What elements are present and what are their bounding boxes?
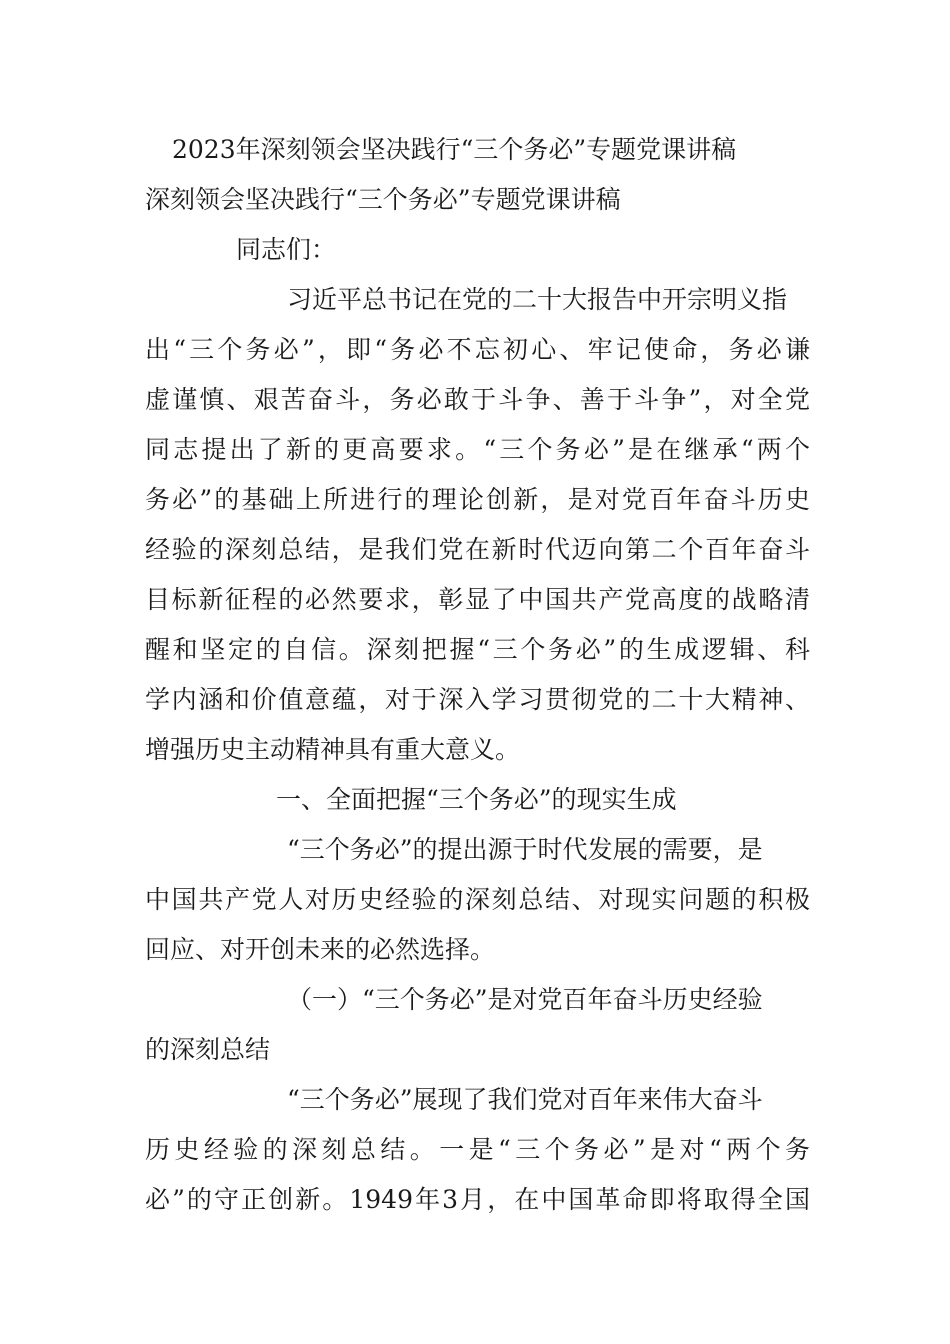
paragraph-line: 习近平总书记在党的二十大报告中开宗明义指 [287, 285, 788, 314]
paragraph-line: 中国共产党人对历史经验的深刻总结、对现实问题的积极 [145, 885, 810, 914]
document-title: 2023年深刻领会坚决践行“三个务必”专题党课讲稿 [172, 135, 737, 164]
paragraph-line: 同志提出了新的更高要求。“三个务必”是在继承“两个 [145, 435, 810, 464]
paragraph-line: 务必”的基础上所进行的理论创新，是对党百年奋斗历史 [145, 485, 810, 514]
paragraph-line: 出“三个务必”，即“务必不忘初心、牢记使命，务必谦 [145, 335, 810, 364]
paragraph-line: 必”的守正创新。1949年3月，在中国革命即将取得全国 [145, 1185, 810, 1214]
paragraph-line: 醒和坚定的自信。深刻把握“三个务必”的生成逻辑、科 [145, 635, 810, 664]
paragraph-line: “三个务必”的提出源于时代发展的需要，是 [287, 835, 763, 864]
paragraph-line: 经验的深刻总结，是我们党在新时代迈向第二个百年奋斗 [145, 535, 810, 564]
subsection-heading-line: （一）“三个务必”是对党百年奋斗历史经验 [287, 985, 763, 1014]
paragraph-line: 回应、对开创未来的必然选择。 [145, 935, 496, 964]
paragraph-line: “三个务必”展现了我们党对百年来伟大奋斗 [287, 1085, 763, 1114]
paragraph-line: 虚谨慎、艰苦奋斗，务必敢于斗争、善于斗争”，对全党 [145, 385, 810, 414]
salutation: 同志们： [236, 235, 337, 264]
section-heading: 一、全面把握“三个务必”的现实生成 [276, 785, 677, 814]
subsection-heading-line: 的深刻总结 [145, 1035, 271, 1064]
paragraph-line: 目标新征程的必然要求，彰显了中国共产党高度的战略清 [145, 585, 810, 614]
paragraph-line: 历史经验的深刻总结。一是“三个务必”是对“两个务 [145, 1135, 810, 1164]
document-subtitle: 深刻领会坚决践行“三个务必”专题党课讲稿 [145, 185, 621, 214]
paragraph-line: 学内涵和价值意蕴，对于深入学习贯彻党的二十大精神、 [145, 685, 810, 714]
paragraph-line: 增强历史主动精神具有重大意义。 [145, 735, 521, 764]
